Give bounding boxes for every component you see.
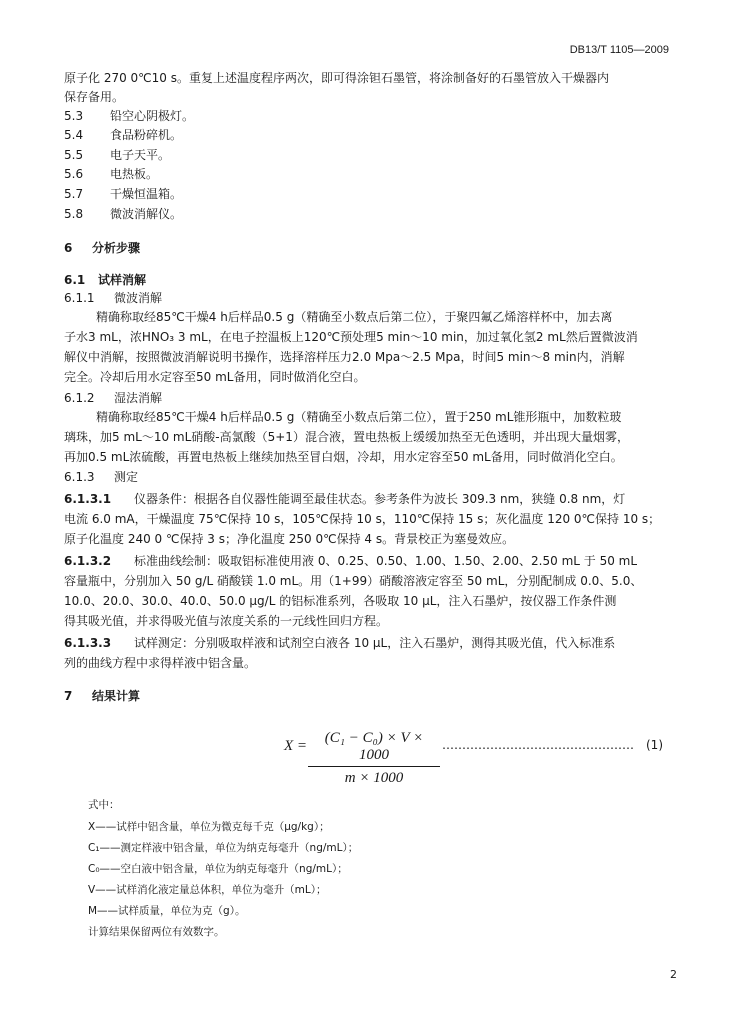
paragraph-line: 原子化 270 0℃10 s。重复上述温度程序两次，即可得涂钽石墨管，将涂制备好的石墨管放入干燥器内 [64,71,609,85]
item-text: 微波消解仪。 [110,207,183,221]
legend-c1: C₁——测定样液中铝含量，单位为纳克每毫升（ng/mL）； [88,842,359,854]
legend-c0: C₀——空白液中铝含量，单位为纳克每毫升（ng/mL）； [88,863,348,875]
paragraph-line: 列的曲线方程中求得样液中铝含量。 [64,656,257,670]
formula-leader: ………………………………………… [442,738,634,752]
formula-fraction [308,730,440,787]
section-number: 6.1.2 [64,391,95,405]
item-5-4 [64,127,182,143]
section-heading-6 [64,240,140,256]
paragraph-line: 原子化温度 240 0 ℃保持 3 s；净化温度 250 0℃保持 4 s。背景校正为塞曼效应。 [64,532,515,546]
paragraph-line [64,491,625,507]
paragraph-line: 璃珠，加5 mL～10 mL硝酸-高氯酸（5+1）混合液，置电热板上缓缓加热至无色透明，并出现大量烟雾， [64,430,629,444]
item-number: 5.3 [64,109,84,123]
section-title: 分析步骤 [92,241,141,255]
paragraph-line: 再加0.5 mL浓硫酸，再置电热板上继续加热至冒白烟，冷却，用水定容至50 mL备用，同时做消化空白。 [64,450,623,464]
item-number: 5.8 [64,207,84,221]
item-5-5 [64,147,170,163]
section-heading-6-1-2 [64,390,162,406]
clause-text: 试样测定：分别吸取样液和试剂空白液各 10 μL，注入石墨炉，测得其吸光值，代入标准系 [134,636,616,650]
item-number: 5.4 [64,128,84,142]
section-number: 6.1.3 [64,470,95,484]
paragraph-line: 保存备用。 [64,90,125,104]
paragraph-line: 容量瓶中，分别加入 50 g/L 硝酸镁 1.0 mL。用（1+99）硝酸溶液定容至 50 mL，分别配制成 0.0、5.0、 [64,574,643,588]
clause-number: 6.1.3.1 [64,492,112,506]
section-number: 7 [64,689,73,703]
section-title: 结果计算 [92,689,141,703]
formula-lhs: X = [284,738,308,754]
item-number: 5.7 [64,187,84,201]
section-title: 微波消解 [114,291,163,305]
formula-denominator: m × 1000 [344,770,404,786]
section-heading-6-1-3 [64,469,138,485]
item-text: 食品粉碎机。 [110,128,183,142]
legend-v: V——试样消化液定量总体积，单位为毫升（mL）； [88,884,327,896]
paragraph-line: 解仪中消解，按照微波消解说明书操作，选择溶样压力2.0 Mpa～2.5 Mpa，时间5 min～8 min内，消解 [64,350,625,364]
item-text: 电热板。 [110,167,159,181]
section-title: 试样消解 [98,273,147,287]
paragraph-line: 子水3 mL，浓HNO₃ 3 mL，在电子控温板上120℃预处理5 min～10 min，加过氧化氢2 mL然后置微波消 [64,330,638,344]
clause-number: 6.1.3.2 [64,554,112,568]
section-heading-7 [64,688,140,704]
paragraph-line [64,635,615,651]
item-5-8 [64,206,182,222]
section-title: 湿法消解 [114,391,163,405]
item-text: 干燥恒温箱。 [110,187,183,201]
legend-x: X——试样中铝含量，单位为微克每千克（μg/kg）； [88,821,330,833]
legend-intro: 式中： [88,799,120,811]
paragraph-line: 精确称取经85℃干燥4 h后样品0.5 g（精确至小数点后第二位），置于250 mL锥形瓶中，加数粒玻 [96,410,622,424]
section-heading-6-1 [64,272,146,288]
doc-code: DB13/T 1105—2009 [569,44,669,56]
equation-number: (1) [646,738,663,752]
paragraph-line: 得其吸光值，并求得吸光值与浓度关系的一元线性回归方程。 [64,614,389,628]
clause-number: 6.1.3.3 [64,636,112,650]
item-5-7 [64,186,182,202]
legend-m: M——试样质量，单位为克（g）。 [88,905,246,917]
section-number: 6.1 [64,273,86,287]
item-number: 5.5 [64,148,84,162]
clause-text: 仪器条件：根据各自仪器性能调至最佳状态。参考条件为波长 309.3 nm，狭缝 0.8 nm，灯 [134,492,626,506]
section-title: 测定 [114,470,139,484]
page-number: 2 [670,968,677,981]
paragraph-line: 精确称取经85℃干燥4 h后样品0.5 g（精确至小数点后第二位），于聚四氟乙烯溶样杯中，加去离 [96,310,613,324]
paragraph-line: 电流 6.0 mA，干燥温度 75℃保持 10 s，105℃保持 10 s，110℃保持 15 s；灰化温度 120 0℃保持 10 s； [64,512,661,526]
item-number: 5.6 [64,167,84,181]
paragraph-line [64,553,637,569]
section-number: 6 [64,241,73,255]
item-text: 电子天平。 [110,148,171,162]
formula-numerator: (C₁ − C₀) × V × 1000 [308,730,440,767]
item-5-6 [64,166,158,182]
clause-text: 标准曲线绘制：吸取铝标准使用液 0、0.25、0.50、1.00、1.50、2.00、2.50 mL 于 50 mL [134,554,638,568]
section-heading-6-1-1 [64,290,162,306]
section-number: 6.1.1 [64,291,95,305]
item-5-3 [64,108,194,124]
paragraph-line: 完全。冷却后用水定容至50 mL备用，同时做消化空白。 [64,370,366,384]
result-note: 计算结果保留两位有效数字。 [88,926,225,938]
item-text: 铅空心阴极灯。 [110,109,195,123]
paragraph-line: 10.0、20.0、30.0、40.0、50.0 μg/L 的铝标准系列，各吸取 10 μL，注入石墨炉，按仪器工作条件测 [64,594,617,608]
